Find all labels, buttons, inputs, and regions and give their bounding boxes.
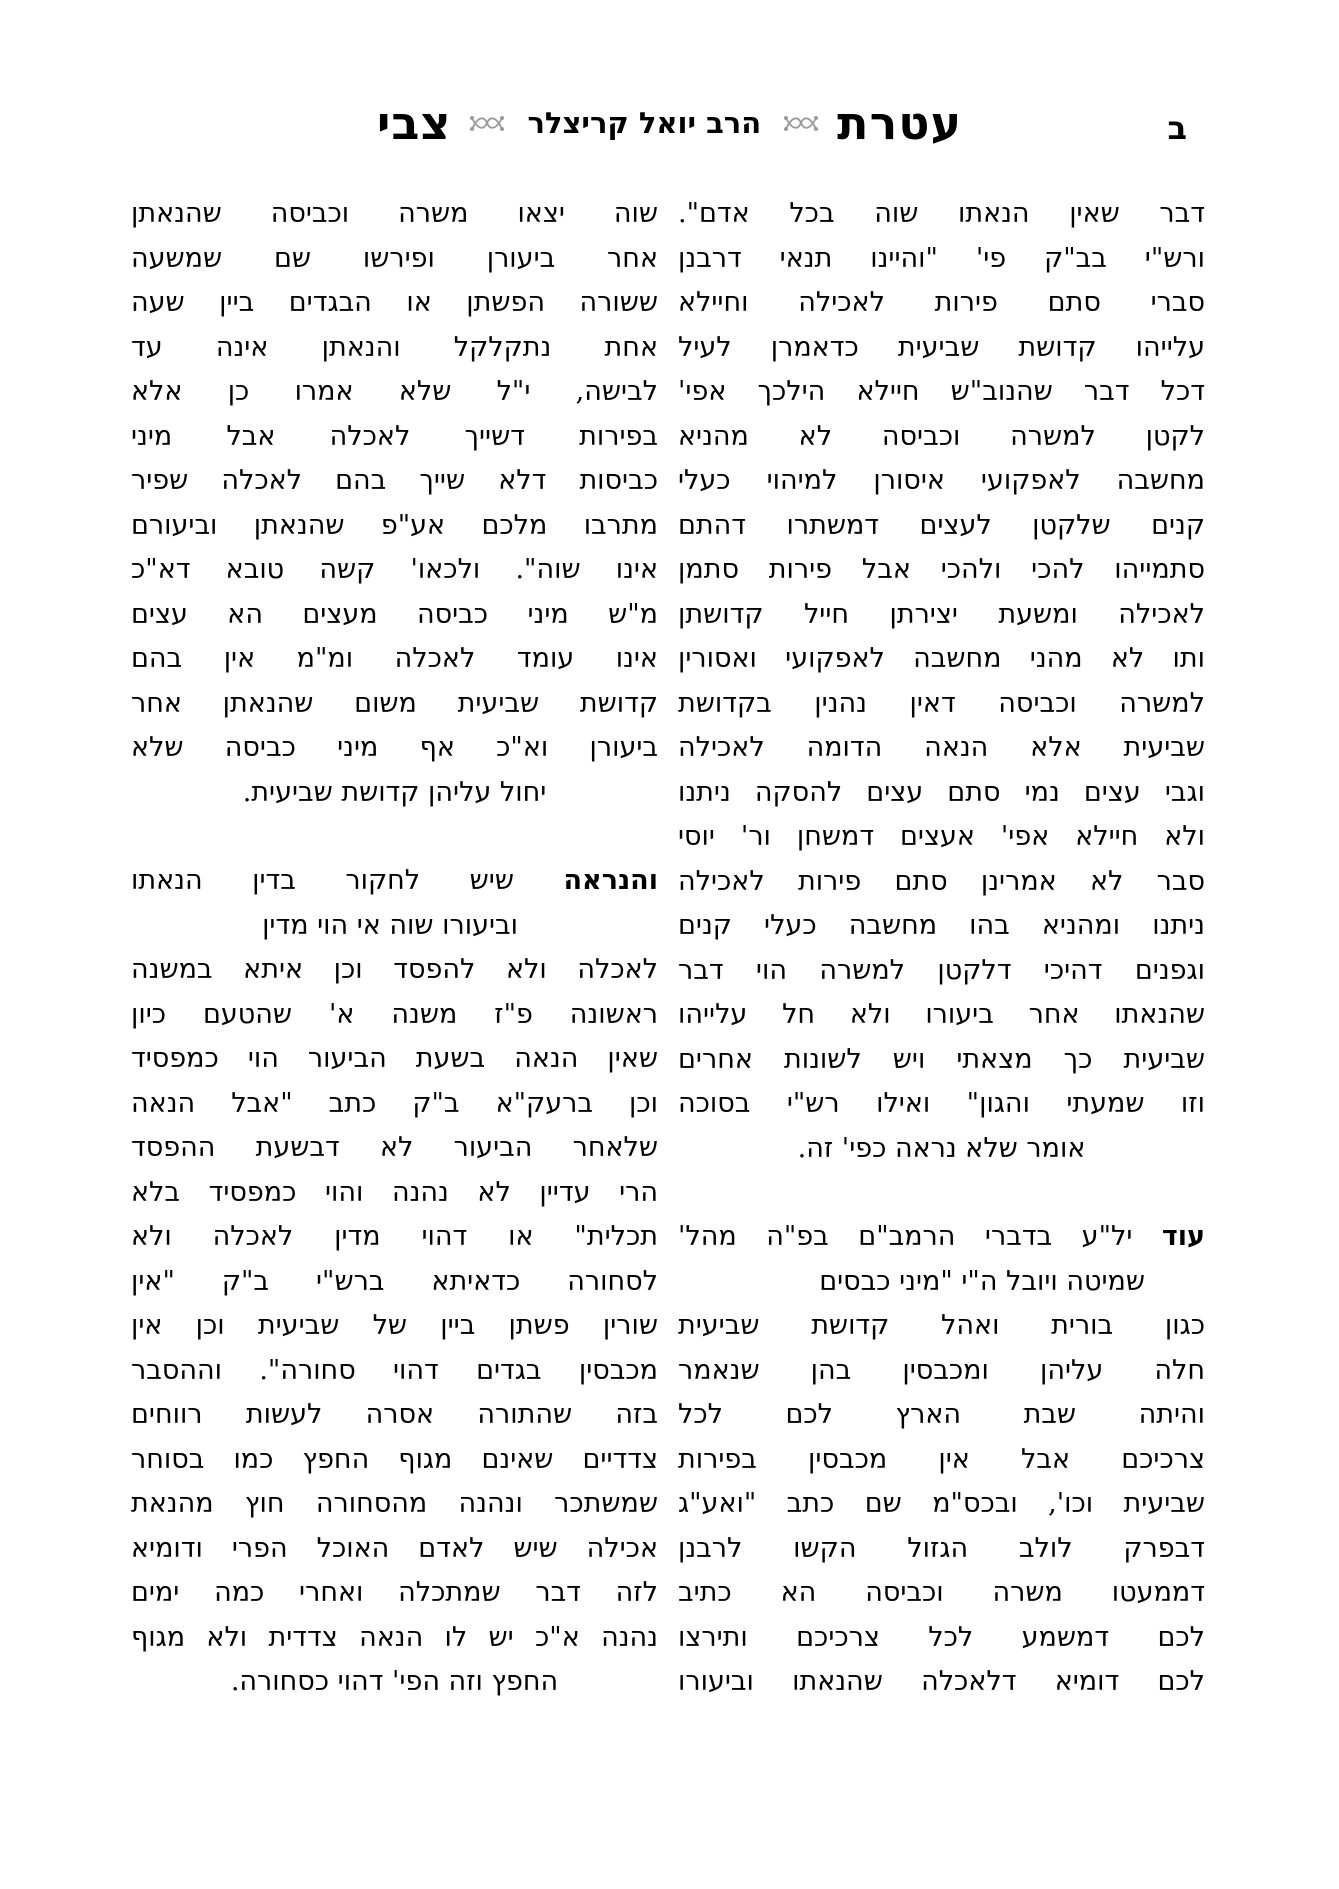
- text-line: בפירות דשייך לאכלה אבל מיני: [131, 420, 658, 452]
- text-line: מכבסין בגדים דהוי סחורה". וההסבר: [131, 1354, 658, 1386]
- text-line: והיתה שבת הארץ לכם לכל: [678, 1399, 1205, 1430]
- text-line: וזו שמעתי והגון" ואילו רש"י בסוכה: [678, 1088, 1205, 1119]
- text-line: לכם דומיא דלאכלה שהנאתו וביעורו: [678, 1666, 1205, 1697]
- text-line: סתמייהו להכי ולהכי אבל פירות סתמן: [678, 554, 1205, 585]
- text-line: וגבי עצים נמי סתם עצים להסקה ניתנו: [678, 776, 1205, 808]
- text-line: אינו שוה". ולכאו' קשה טובא דא"כ: [131, 554, 658, 585]
- text-line: שאין הנאה בשעת הביעור הוי כמפסיד: [131, 1043, 658, 1074]
- title-row: [0, 96, 1339, 150]
- text-line: אחת נתקלקל והנאתן אינה עד: [131, 331, 658, 363]
- paragraph: [131, 859, 658, 1705]
- text-line: שביעית כך מצאתי ויש לשונות אחרים: [678, 1043, 1205, 1075]
- paragraph: [678, 192, 1205, 1171]
- text-line: דכל דבר שהנוב"ש חיילא הילכך אפי': [678, 376, 1205, 407]
- text-line: צדדיים שאינם מגוף החפץ כמו בסוחר: [131, 1443, 658, 1475]
- text-line: ביעורן וא"כ אף מיני כביסה שלא: [131, 732, 658, 763]
- text-line: שלאחר הביעור לא דבשעת ההפסד: [131, 1132, 658, 1163]
- text-line: כביסות דלא שייך בהם לאכלה שפיר: [131, 465, 658, 496]
- text-line: כגון בורית ואהל קדושת שביעית: [678, 1310, 1205, 1341]
- page-number: ב: [1167, 109, 1187, 147]
- text-line: דבפרק לולב הגזול הקשו לרבנן: [678, 1532, 1205, 1564]
- text-line: מ"ש מיני כביסה מעצים הא עצים: [131, 598, 658, 630]
- paragraph-lead-word: עוד: [1161, 1221, 1205, 1252]
- text-line: וגפנים דהיכי דלקטן למשרה הוי דבר: [678, 954, 1205, 986]
- paragraph-lead-word: והנראה: [563, 865, 658, 896]
- page-header: [0, 0, 1339, 170]
- text-line: ורש"י בב"ק פי' "והיינו תנאי דרבנן: [678, 242, 1205, 274]
- text-line: שביעית וכו', ובכס"מ שם כתב "ואע"ג: [678, 1488, 1205, 1519]
- title-word-tzvi: צבי: [376, 96, 452, 150]
- text-line: נהנה א"כ יש לו הנאה צדדית ולא מגוף: [131, 1621, 658, 1653]
- text-line: סבר לא אמרינן סתם פירות לאכילה: [678, 865, 1205, 897]
- text-line: ותו לא מהני מחשבה לאפקועי ואסורין: [678, 643, 1205, 674]
- text-line: לאכלה ולא להפסד וכן איתא במשנה: [131, 954, 658, 985]
- column-right: [678, 192, 1205, 1705]
- text-line: והנראה שיש לחקור בדין הנאתו: [131, 865, 658, 896]
- title-word-ateret: עטרת: [837, 96, 963, 150]
- text-line: אחר ביעורן ופירשו שם שמשעה: [131, 242, 658, 274]
- text-line: לאכילה ומשעת יצירתן חייל קדושתן: [678, 598, 1205, 630]
- author-name: הרב יואל קריצלר: [527, 105, 762, 140]
- text-line: אכילה שיש לאדם האוכל הפרי ודומיא: [131, 1532, 658, 1564]
- text-line: החפץ וזה הפי' דהוי כסחורה.: [230, 1666, 559, 1697]
- text-line: וכן ברעק"א ב"ק כתב "אבל הנאה: [131, 1087, 658, 1119]
- ornament-icon: [469, 111, 505, 135]
- text-line: לקטן למשרה וכביסה לא מהניא: [678, 420, 1205, 452]
- text-line: ניתנו ומהניא בהו מחשבה כעלי קנים: [678, 910, 1205, 941]
- text-line: לכם דמשמע לכל צרכיכם ותירצו: [678, 1621, 1205, 1653]
- text-line: לסחורה כדאיתא ברש"י ב"ק "אין: [131, 1265, 658, 1297]
- text-line: דבר שאין הנאתו שוה בכל אדם".: [678, 198, 1205, 229]
- text-line: סברי סתם פירות לאכילה וחיילא: [678, 287, 1205, 318]
- text-line: ולא חיילא אפי' אעצים דמשחן ור' יוסי: [678, 821, 1205, 852]
- text-line: שוה יצאו משרה וכביסה שהנאתן: [131, 198, 658, 229]
- text-line: מתרבו מלכם אע"פ שהנאתן וביעורם: [131, 509, 658, 541]
- text-line: ששורה הפשתן או הבגדים ביין שעה: [131, 287, 658, 318]
- text-line: שורין פשתן ביין של שביעית וכן אין: [131, 1310, 658, 1341]
- text-line: קדושת שביעית משום שהנאתן אחר: [131, 687, 658, 719]
- paragraph: [678, 1215, 1205, 1705]
- text-line: שמשתכר ונהנה מהסחורה חוץ מהנאת: [131, 1488, 658, 1519]
- text-line: קנים שלקטן לעצים דמשתרו דהתם: [678, 509, 1205, 541]
- text-line: בזה שהתורה אסרה לעשות רווחים: [131, 1399, 658, 1430]
- text-line: וביעורו שוה אי הוי מדין: [262, 909, 518, 941]
- text-line: שמיטה ויובל ה"י "מיני כבסים: [819, 1265, 1145, 1297]
- text-line: אומר שלא נראה כפי' זה.: [797, 1132, 1086, 1164]
- text-line: מחשבה לאפקועי איסורן למיהוי כעלי: [678, 465, 1205, 496]
- text-line: יחול עליהן קדושת שביעית.: [242, 776, 547, 808]
- ornament-icon: [783, 111, 819, 135]
- text-line: אינו עומד לאכלה ומ"מ אין בהם: [131, 643, 658, 674]
- text-line: למשרה וכביסה דאין נהנין בקדושת: [678, 687, 1205, 719]
- text-line: לזה דבר שמתכלה ואחרי כמה ימים: [131, 1577, 658, 1608]
- text-line: תכלית" או דהוי מדין לאכלה ולא: [131, 1221, 658, 1252]
- text-line: דממעטו משרה וכביסה הא כתיב: [678, 1577, 1205, 1608]
- text-line: לבישה, י"ל שלא אמרו כן אלא: [131, 376, 658, 407]
- text-line: שביעית אלא הנאה הדומה לאכילה: [678, 732, 1205, 763]
- text-line: הרי עדיין לא נהנה והוי כמפסיד בלא: [131, 1176, 658, 1208]
- text-line: חלה עליהן ומכבסין בהן שנאמר: [678, 1354, 1205, 1386]
- text-line: עלייהו קדושת שביעית כדאמרן לעיל: [678, 331, 1205, 363]
- column-left: [131, 192, 658, 1705]
- paragraph: [131, 192, 658, 815]
- text-line: ראשונה פ"ז משנה א' שהטעם כיון: [131, 998, 658, 1030]
- text-line: שהנאתו אחר ביעורו ולא חל עלייהו: [678, 999, 1205, 1030]
- text-line: עוד יל"ע בדברי הרמב"ם בפ"ה מהל': [678, 1221, 1205, 1252]
- text-columns: [131, 192, 1205, 1705]
- text-line: צרכיכם אבל אין מכבסין בפירות: [678, 1443, 1205, 1475]
